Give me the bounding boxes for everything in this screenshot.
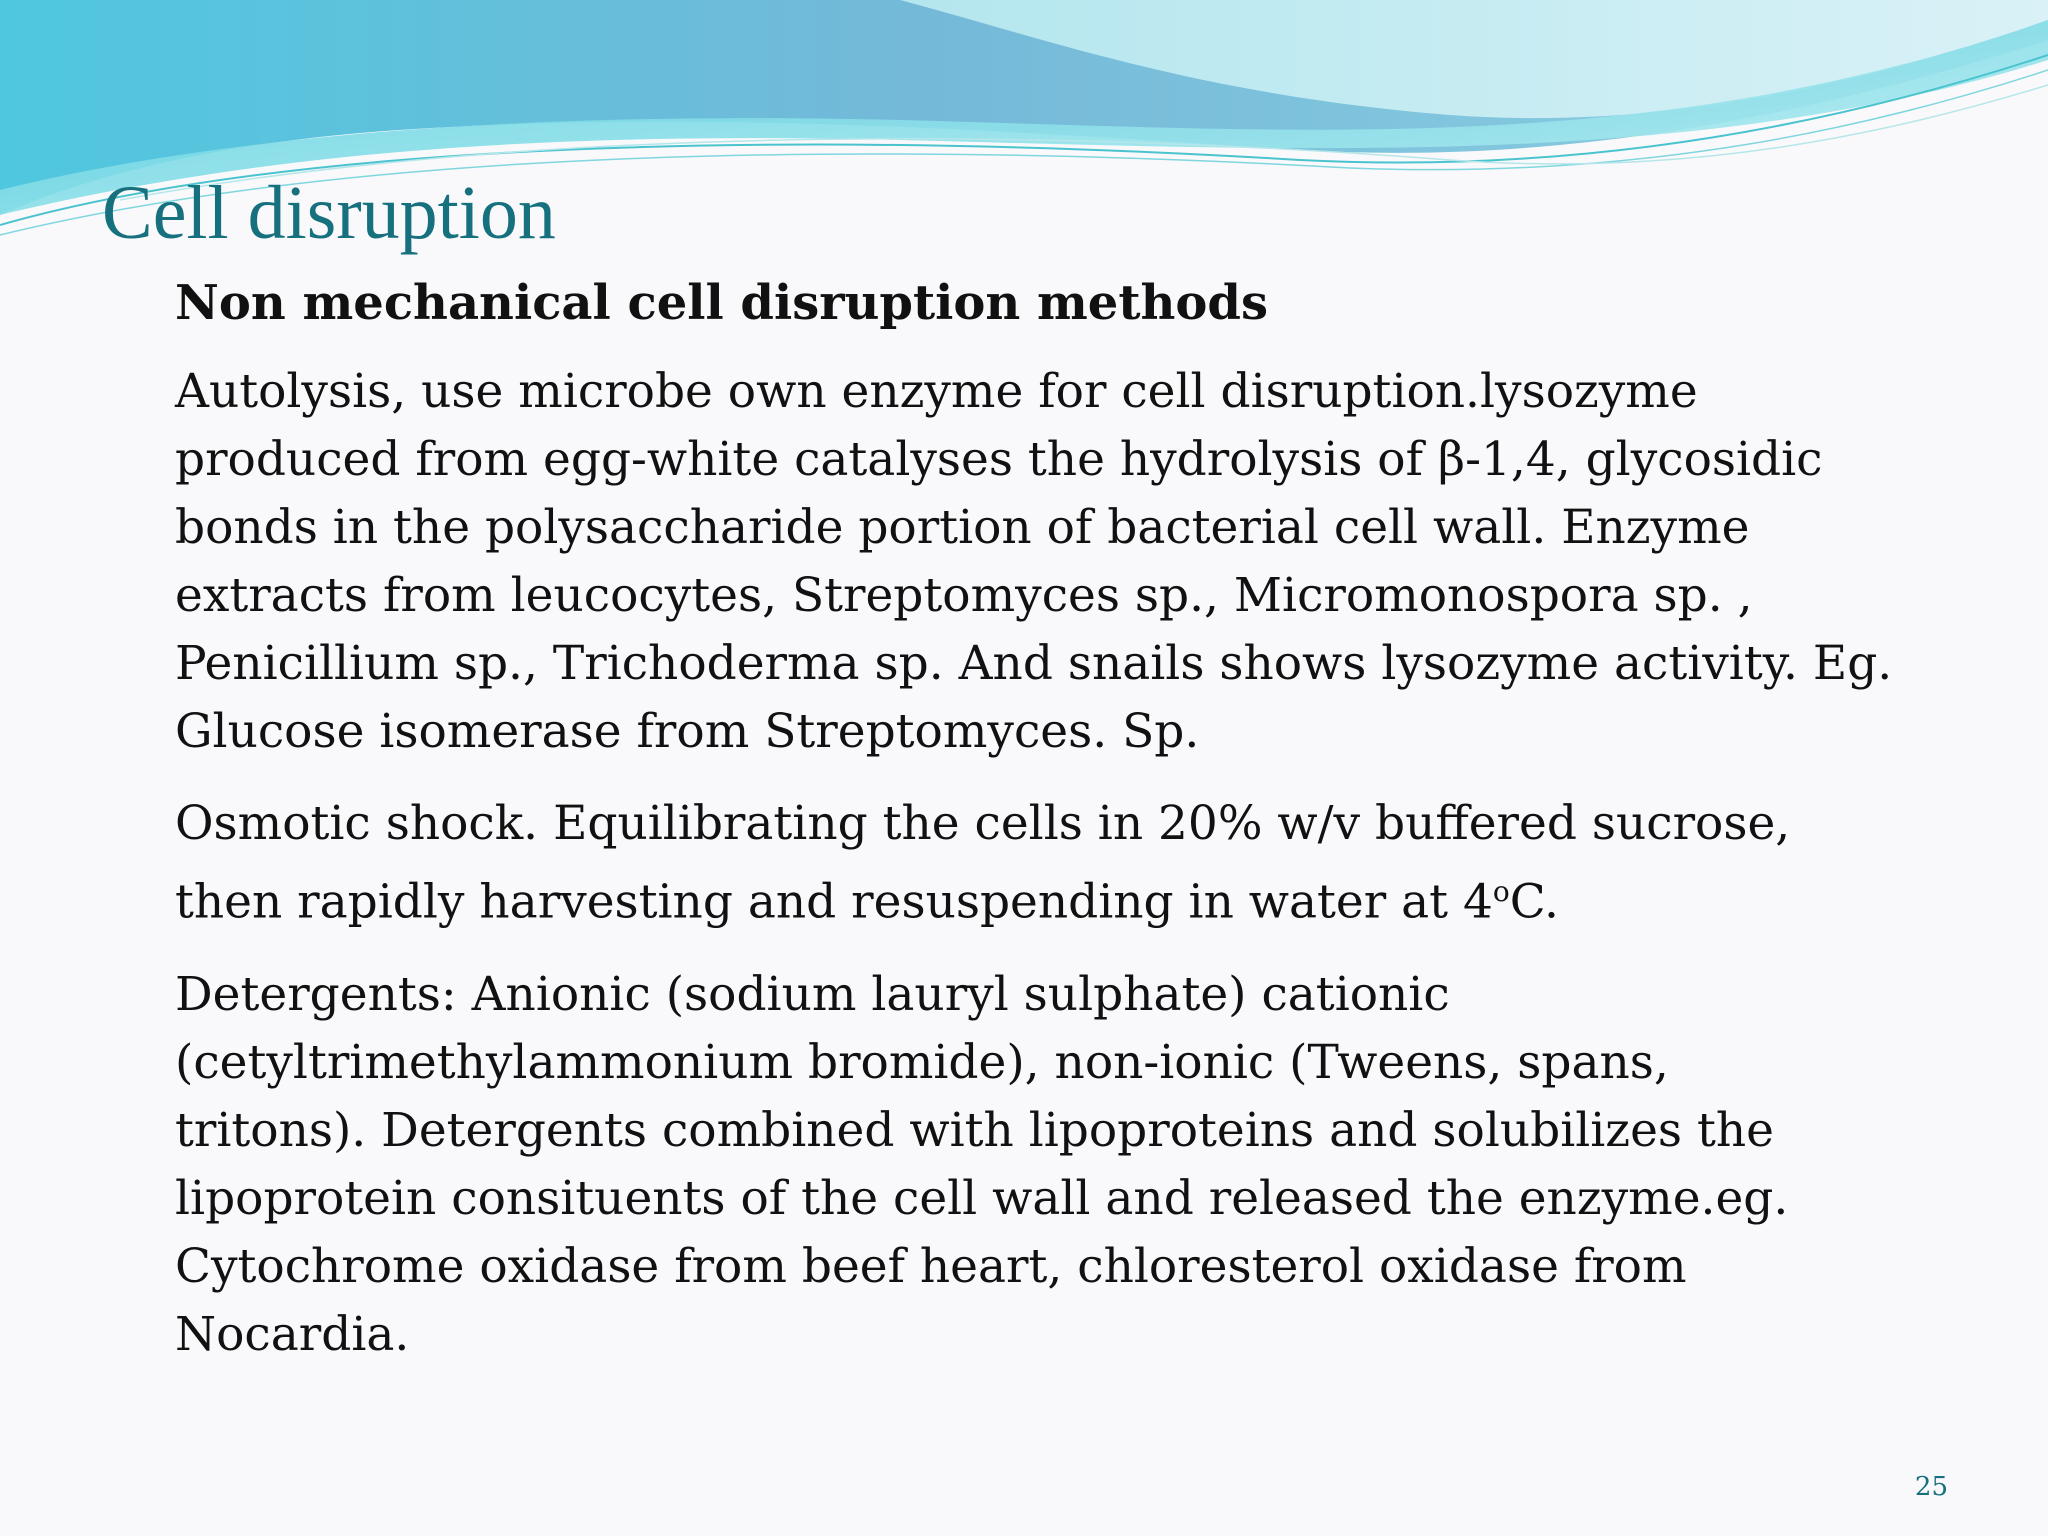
text-line: (cetyltrimethylammonium bromide), non-ionic (Tweens, spans,	[175, 1034, 1669, 1090]
slide-content	[175, 270, 1965, 1393]
text-line: Osmotic shock. Equilibrating the cells in 20% w/v buffered sucrose,	[175, 796, 1791, 851]
text-line: extracts from leucocytes, Streptomyces sp., Micromonospora sp. ,	[175, 568, 1753, 623]
text-line: tritons). Detergents combined with lipoproteins and solubilizes the	[175, 1102, 1774, 1158]
text-line: Autolysis, use microbe own enzyme for cell disruption.lysozyme	[175, 364, 1698, 419]
text-line: produced from egg-white catalyses the hydrolysis of β-1,4, glycosidic	[175, 432, 1823, 487]
text-line: lipoprotein consituents of the cell wall and released the enzyme.eg.	[175, 1170, 1789, 1226]
page-number: 25	[1914, 1472, 1948, 1502]
text-line	[175, 858, 1965, 937]
paragraph-osmotic-shock	[175, 790, 1965, 937]
text-line: Detergents: Anionic (sodium lauryl sulphate) cationic	[175, 966, 1450, 1022]
paragraph-detergents	[175, 961, 1965, 1369]
superscript-degree: o	[1492, 875, 1510, 908]
text-segment: C.	[1509, 874, 1559, 930]
slide-subtitle: Non mechanical cell disruption methods	[175, 275, 1269, 331]
text-line: Penicillium sp., Trichoderma sp. And snails shows lysozyme activity. Eg.	[175, 636, 1893, 691]
text-segment: then rapidly harvesting and resuspending in water at 4	[175, 874, 1493, 930]
text-line: Glucose isomerase from Streptomyces. Sp.	[175, 704, 1200, 759]
text-line: Nocardia.	[175, 1306, 410, 1362]
paragraph-autolysis	[175, 358, 1965, 766]
text-line: Cytochrome oxidase from beef heart, chloresterol oxidase from	[175, 1238, 1687, 1294]
slide-title: Cell disruption	[102, 171, 556, 255]
text-line: bonds in the polysaccharide portion of bacterial cell wall. Enzyme	[175, 500, 1750, 555]
